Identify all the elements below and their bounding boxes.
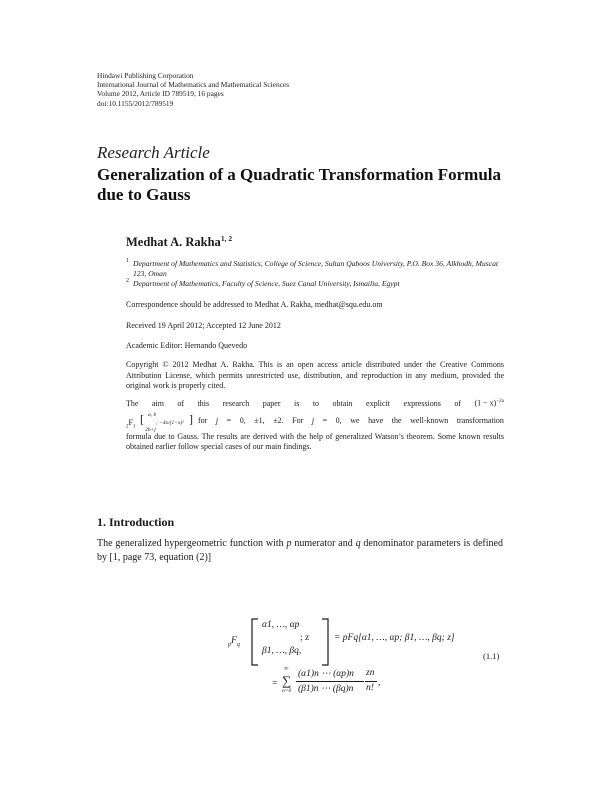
eq-nfact: n! xyxy=(366,683,374,693)
equation-number: (1.1) xyxy=(483,651,500,661)
volume-info: Volume 2012, Article ID 789519, 16 pages xyxy=(97,89,224,99)
eq-right-bracket xyxy=(320,618,330,666)
abstract-word: transformation xyxy=(456,415,504,425)
eq-z: ; z xyxy=(300,633,310,643)
abstract-word: this xyxy=(197,398,210,408)
abstract-word: for xyxy=(198,415,208,425)
paper-title: Generalization of a Quadratic Transformation Formula due to Gauss xyxy=(97,165,502,204)
hyp-numerator-params: a, b xyxy=(148,412,157,419)
affiliation-mark: 1 xyxy=(126,258,129,264)
hypergeometric-notation xyxy=(126,410,194,432)
abstract-word: aim xyxy=(151,398,164,408)
abstract-word: obtain xyxy=(332,398,353,408)
abstract-word: explicit xyxy=(366,398,391,408)
affiliation-text: Department of Mathematics, Faculty of Science, Suez Canal University, Ismailia, Egypt xyxy=(133,279,400,288)
abstract-word: research xyxy=(222,398,250,408)
publication-info xyxy=(97,71,289,108)
eq-sum-denominator: (β1)n ⋯ (βq)n xyxy=(298,684,354,694)
eq-zn: zn xyxy=(366,668,375,678)
affiliation-2 xyxy=(126,279,504,289)
journal-name: International Journal of Mathematics and Mathematical Sciences xyxy=(97,80,290,90)
abstract-word: = xyxy=(226,415,232,425)
abstract-word: 0, xyxy=(239,415,246,425)
eq-sum-numerator: (α1)n ⋯ (αp)n xyxy=(298,669,354,679)
equation-1-1 xyxy=(0,608,600,708)
intro-paragraph xyxy=(97,537,503,564)
affiliation-1 xyxy=(126,259,504,279)
eq-sum-sign: ∑ xyxy=(282,673,292,688)
intro-var-p: p xyxy=(286,538,292,549)
abstract-word: have xyxy=(368,415,384,425)
abstract-word: j xyxy=(311,415,315,425)
academic-editor: Academic Editor: Hernando Quevedo xyxy=(126,341,248,350)
correspondence: Correspondence should be addressed to Medhat A. Rakha, medhat@squ.edu.om xyxy=(126,300,383,309)
abstract xyxy=(126,397,504,453)
abstract-word: ±2. xyxy=(273,415,284,425)
received-dates: Received 19 April 2012; Accepted 12 June 2012 xyxy=(126,321,281,330)
eq-sum-upper: ∞ xyxy=(284,666,289,672)
eq-left-bracket xyxy=(250,618,260,666)
abstract-word: of xyxy=(454,398,461,408)
section-heading xyxy=(97,515,174,530)
left-bracket: [ xyxy=(140,412,144,427)
eq-sum-lower: n=0 xyxy=(282,688,292,694)
expression-exponent: −2a xyxy=(496,399,504,404)
abstract-word: paper xyxy=(262,398,281,408)
affiliations xyxy=(126,259,504,289)
abstract-word: For xyxy=(292,415,304,425)
abstract-word: 0, xyxy=(335,415,342,425)
abstract-word: j xyxy=(215,415,219,425)
abstract-line-2-text xyxy=(194,416,504,426)
eq-comma: , xyxy=(378,678,381,688)
author xyxy=(126,234,504,250)
abstract-word: expressions xyxy=(403,398,441,408)
right-bracket: ] xyxy=(189,412,193,427)
eq-bottom-params: β1, …, βq, xyxy=(262,646,302,656)
hyp-function: $_2F_1$ xyxy=(126,418,136,430)
eq-rhs-definition: = pFq[α1, …, αp; β1, …, βq; z] xyxy=(334,633,455,643)
intro-var-q: q xyxy=(355,538,361,549)
abstract-word: is xyxy=(294,398,300,408)
eq-fraction-line xyxy=(296,681,364,682)
abstract-word: = xyxy=(322,415,328,425)
abstract-word: The xyxy=(126,398,139,408)
publisher: Hindawi Publishing Corporation xyxy=(97,71,194,80)
abstract-word: we xyxy=(350,415,360,425)
eq-pFq-lhs: $_pF_q$ xyxy=(228,636,240,648)
abstract-expression xyxy=(474,397,503,409)
author-affil-marks: 1, 2 xyxy=(220,234,233,243)
abstract-remaining: formula due to Gauss. The results are derived with the help of generalized Watson’s theorem. Some known results obtained earlier follow special cases of our main findings. xyxy=(126,432,504,452)
abstract-word: of xyxy=(177,398,185,408)
doi: doi:10.1155/2012/789519 xyxy=(97,98,174,108)
abstract-line-1 xyxy=(126,397,504,409)
abstract-word: the xyxy=(391,415,402,425)
copyright-notice: Copyright © 2012 Medhat A. Rakha. This is an open access article distributed under the Creative Commons Attribution License, which permits unrestricted use, distribution, and reproduction in any medium, provided the original work is properly cited. xyxy=(126,360,504,391)
eq-equals: = xyxy=(272,679,278,689)
section-title: Introduction xyxy=(109,515,175,529)
hyp-denominator-params: 2b+j xyxy=(145,427,156,434)
article-type: Research Article xyxy=(97,143,210,162)
intro-text: numerator and xyxy=(291,538,356,549)
author-name: Medhat A. Rakha xyxy=(126,235,221,249)
hyp-argument: ; −4x/(1−x)² xyxy=(156,420,184,427)
eq-fraction-line-2 xyxy=(365,681,377,682)
eq-top-params: α1, …, αp xyxy=(262,620,300,630)
section-number: 1. xyxy=(97,515,106,529)
intro-text: denominator parameters is defined by [1, page 73, equation (2)] xyxy=(97,538,503,563)
abstract-word: to xyxy=(312,398,320,408)
affiliation-mark: 2 xyxy=(126,278,129,284)
abstract-word: ±1, xyxy=(254,415,265,425)
abstract-line-2 xyxy=(126,410,504,432)
affiliation-text: Department of Mathematics and Statistics, College of Science, Sultan Qaboos University, P.O. Box 36, Alkhodh, Muscat 123, Oman xyxy=(133,259,499,278)
expression-base: (1 − x) xyxy=(474,398,497,408)
abstract-word: well-known xyxy=(410,415,449,425)
intro-text: The generalized hypergeometric function with xyxy=(97,538,287,549)
